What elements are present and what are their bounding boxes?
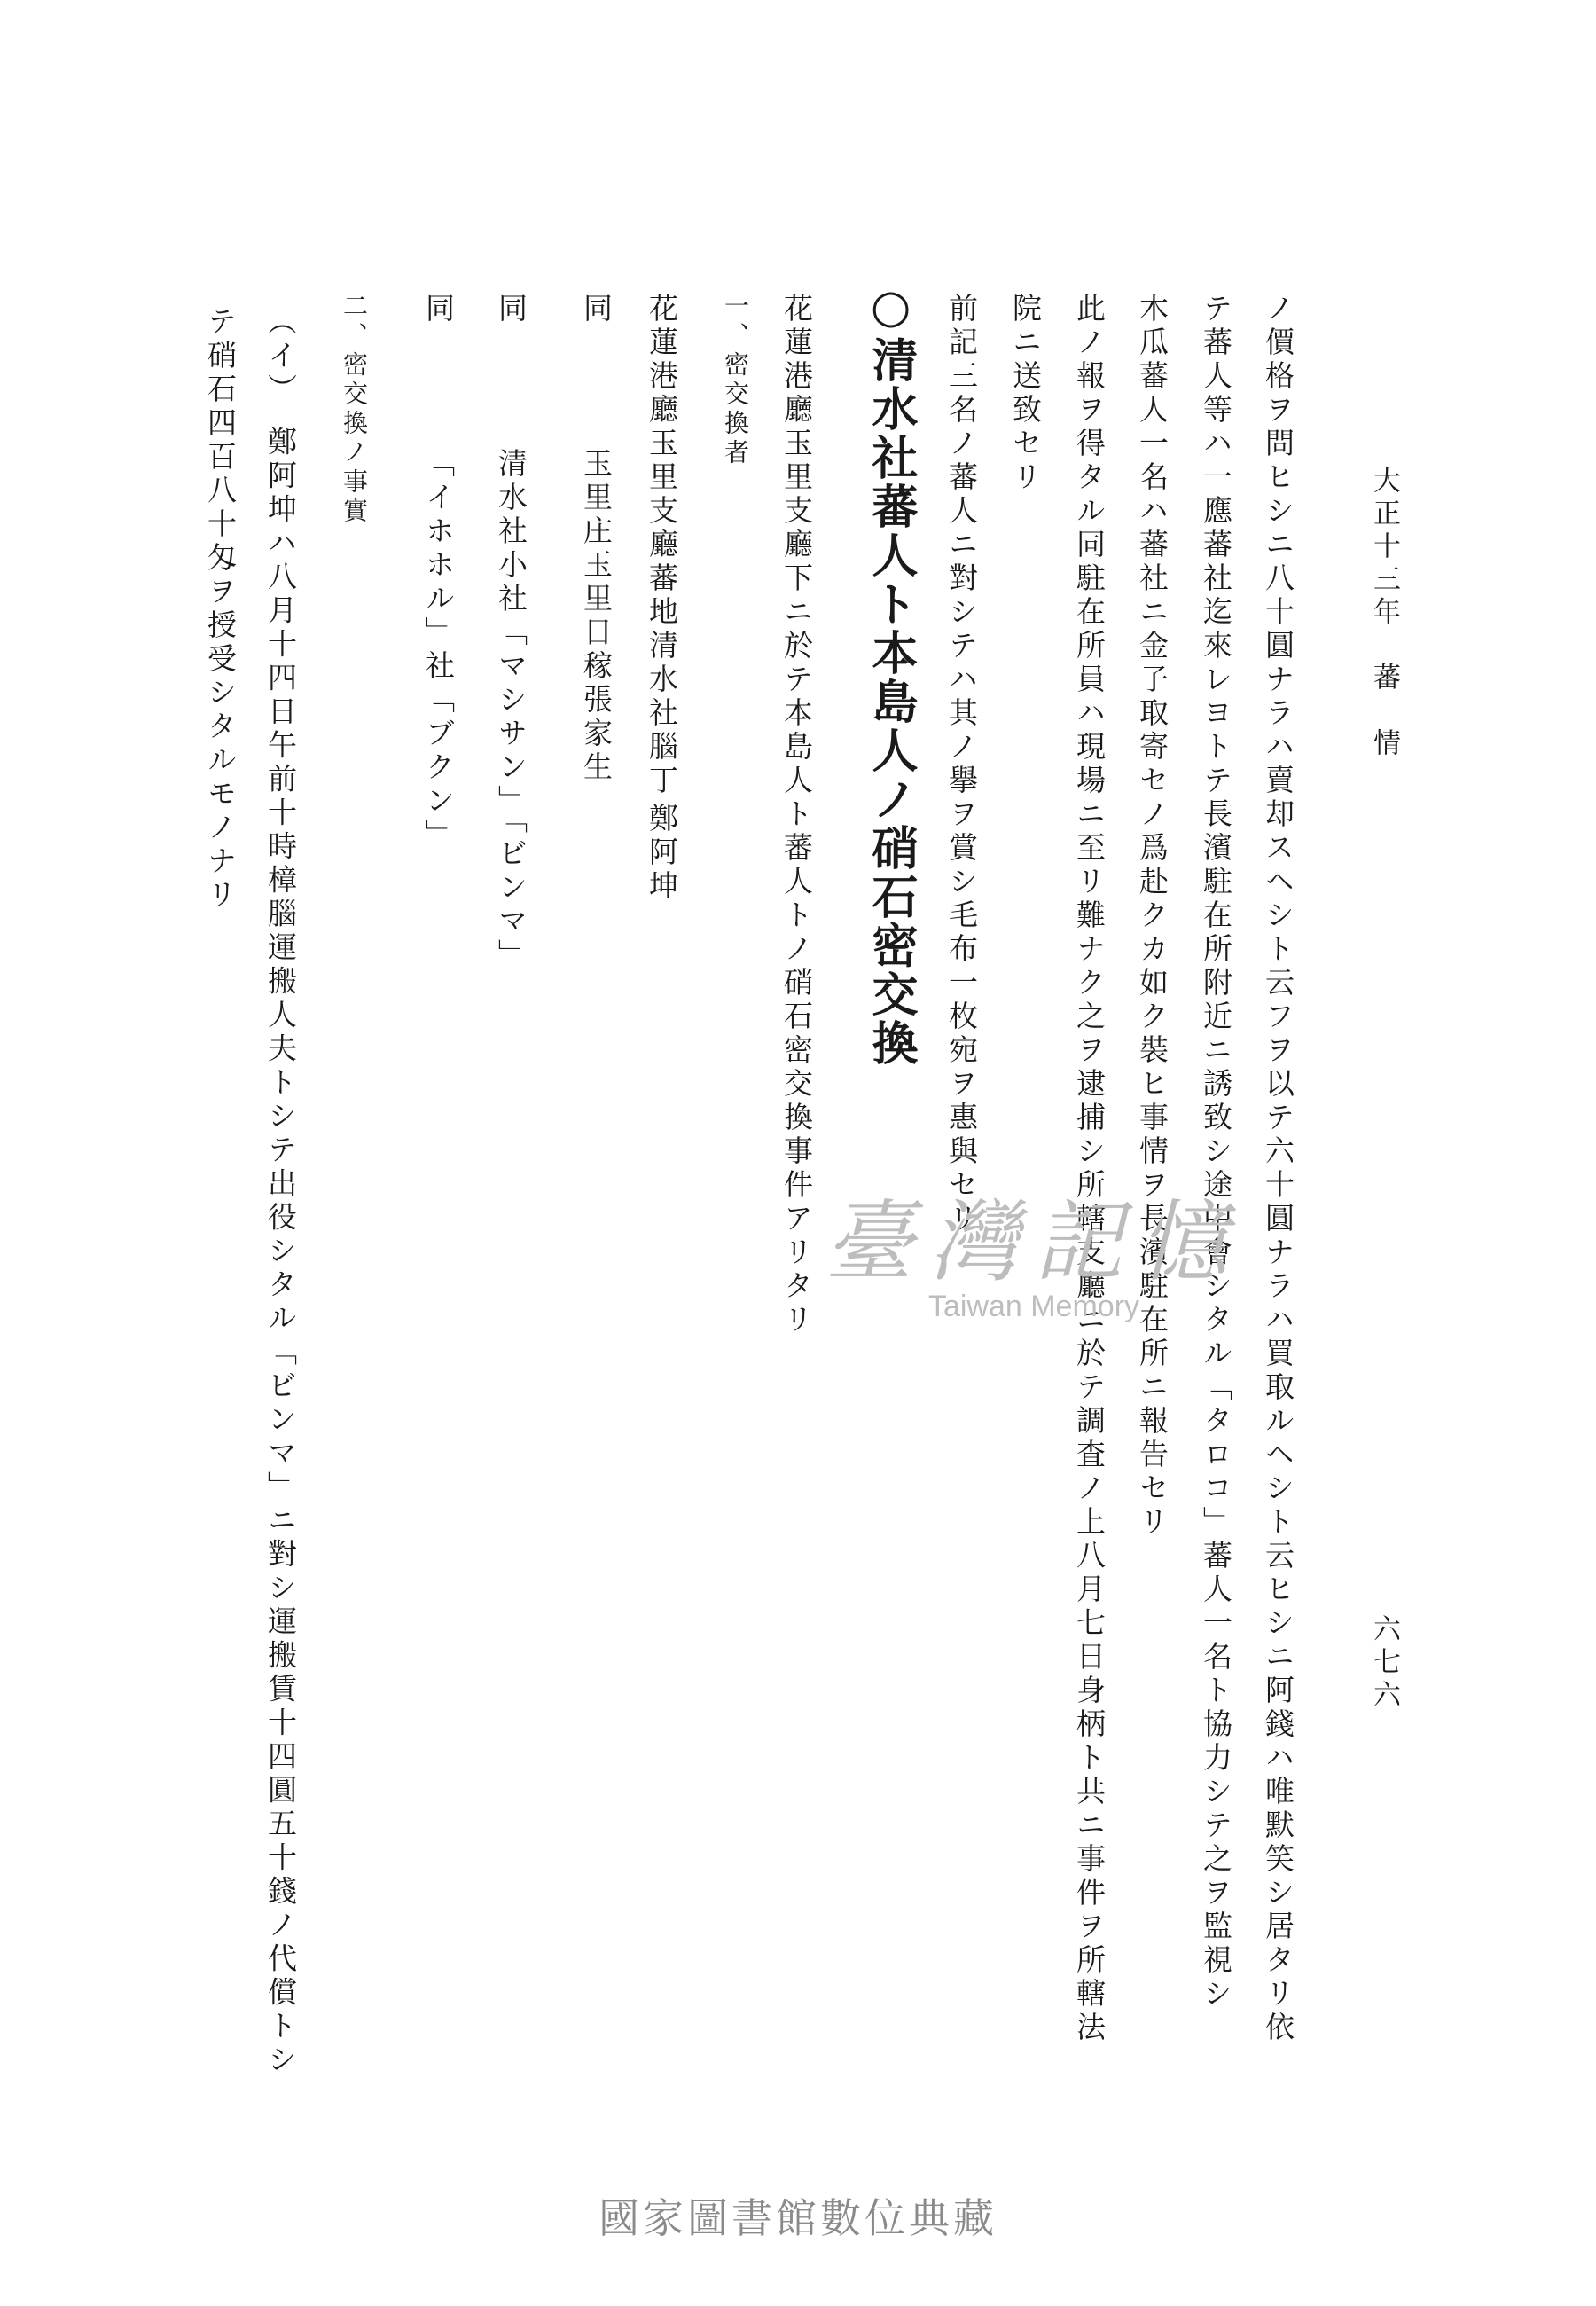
page-number: 六七六 [1368,1614,1400,1713]
person-place: 同 [494,293,528,326]
section-heading: 二、密交換ノ事實 [340,293,369,527]
person-place: 同 [421,293,456,326]
fact-line: （イ） 鄭阿坤ハ八月十四日午前十時樟腦運搬人夫トシテ出役シタル「ビンマ」ニ對シ運搬賃十四圓五十錢ノ代償トシ [263,306,298,2078]
body-line: 前記三名ノ蕃人ニ對シテハ其ノ擧ヲ賞シ毛布一枚宛ヲ惠與セリ [944,293,979,1236]
running-title: 大正十三年 蕃 情 [1368,466,1400,761]
section-title: ○清水社蕃人ト本島人ノ硝石密交換 [864,279,918,1068]
watermark [825,1171,1243,1324]
body-line: 此ノ報ヲ得タル同駐在所員ハ現場ニ至リ難ナク之ヲ逮捕シ所轄支廳ニ於テ調査ノ上八月七日身柄ト共ニ事件ヲ所轄法 [1072,293,1107,2045]
person-name: 鄭阿坤 [645,803,679,904]
section-heading: 一、密交換者 [721,293,750,468]
watermark-logo-text: 臺灣記憶 [825,1190,1243,1294]
person-place: 花蓮港廳玉里支廳蕃地清水社腦丁 [645,293,679,798]
body-line: 木瓜蕃人一名ハ蕃社ニ金子取寄セノ爲赴クカ如ク裝ヒ事情ヲ長濱駐在所ニ報告セリ [1135,293,1170,1540]
footer-source: 國家圖書館數位典藏 [598,2194,998,2242]
body-line: テ蕃人等ハ一應蕃社迄來レヨトテ長濱駐在所附近ニ誘致シ途中會シタル「タロコ」蕃人一名ト協力シテ之ヲ監視シ [1199,293,1233,2012]
person-place: 同 [579,293,614,326]
fact-line: テ硝石四百八十匁ヲ授受シタルモノナリ [203,306,238,913]
watermark-caption: Taiwan Memory [927,1290,1140,1323]
body-line: 院ニ送致セリ [1008,293,1043,495]
body-line: ノ價格ヲ問ヒシニ八十圓ナラハ賣却スヘシト云フヲ以テ六十圓ナラハ買取ルヘシト云ヒシニ阿錢ハ唯默笑シ居タリ依 [1261,293,1295,2045]
person-name: 玉里庄玉里日稼張家生 [579,448,614,785]
intro-text: 花蓮港廳玉里支廳下ニ於テ本島人ト蕃人トノ硝石密交換事件アリタリ [779,293,814,1337]
person-name: 清水社小社「マシサン」「ビンマ」 [494,448,528,973]
person-name: 「イホホル」社「ブクン」 [421,448,456,852]
